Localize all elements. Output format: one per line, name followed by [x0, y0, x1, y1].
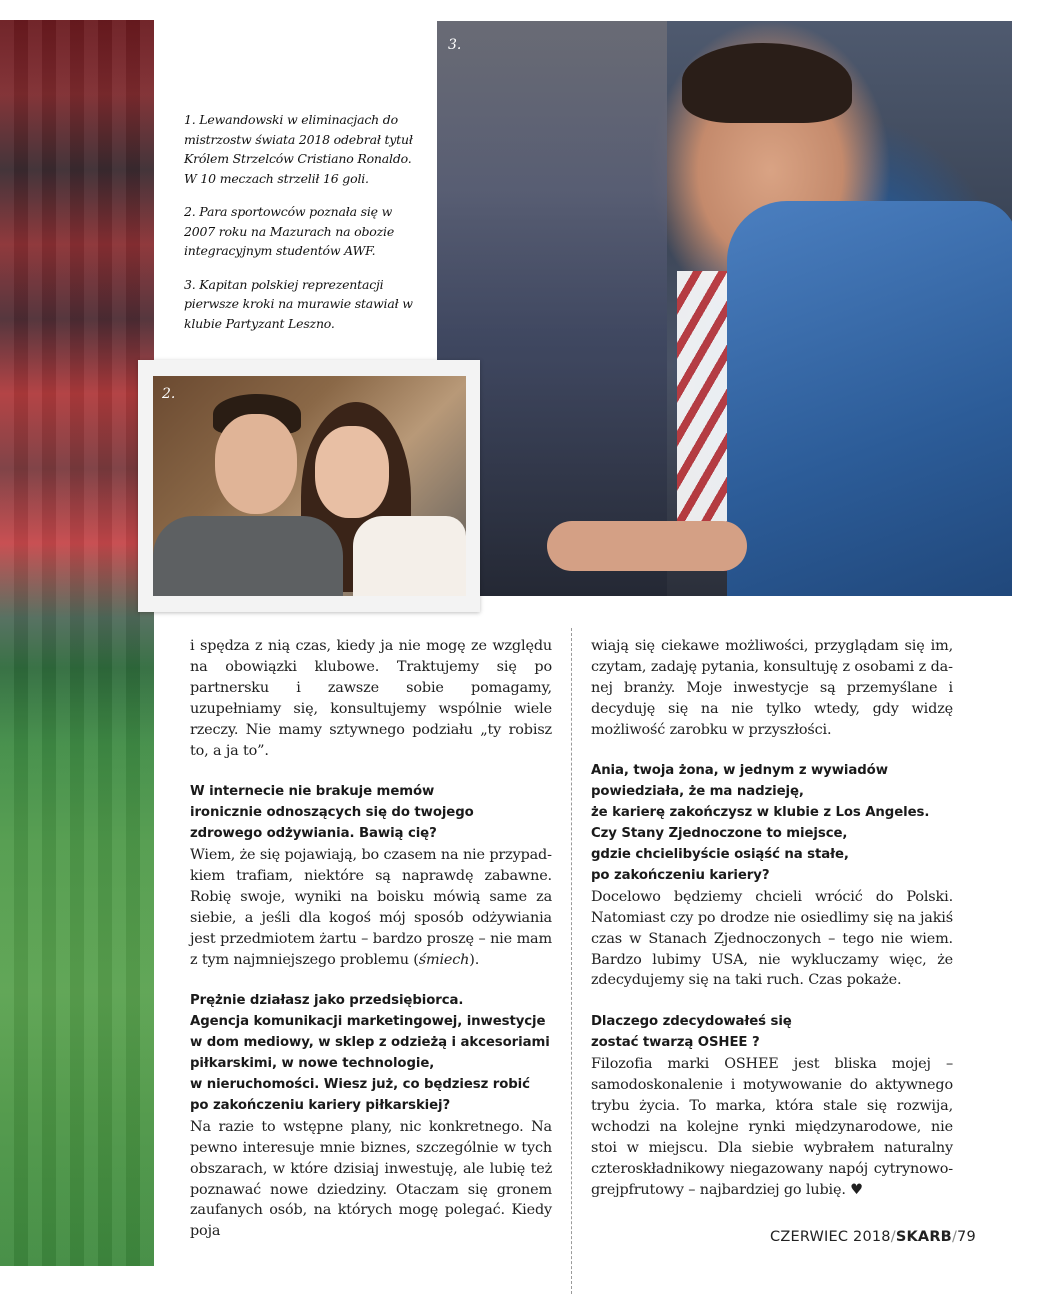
page-footer: [770, 1229, 976, 1245]
article-column-left: [190, 636, 552, 1242]
answer-memes: Wiem, że się pojawiają, bo czasem na nie przypadkiem trafiam, niektóre są naprawdę zabawne. Robię swoje, wyniki na boisku mówią same za siebie, a jeśli dla kogoś mój sposób odżywiania jest przedmiotem żartu – bardzo proszę – nie mam z tym najmniejszego problemu (śmiech).: [190, 847, 552, 968]
issue-date: CZERWIEC 2018: [770, 1229, 891, 1245]
magazine-name: SKARB: [895, 1229, 952, 1245]
separator: /: [890, 1229, 896, 1245]
photo-couple-frame: [138, 360, 480, 612]
photo-number-3: 3.: [448, 37, 462, 53]
column-divider: [571, 628, 572, 1294]
separator: /: [951, 1229, 958, 1245]
hair: [682, 43, 852, 123]
hands: [547, 521, 747, 571]
woman-face: [315, 426, 389, 518]
stadium-background-image: [0, 20, 154, 1266]
caption-2: 2. Para sportowców poznała się w 2007 roku na Mazurach na obozie integracyjnym studentów AWF.: [184, 204, 395, 258]
man-face: [215, 414, 297, 514]
woman-blouse: [353, 516, 466, 596]
man-suit: [153, 516, 343, 596]
photo-captions: [184, 110, 424, 347]
paragraph: wiają się ciekawe możliwości, przyglądam się im, czytam, zadaję pytania, konsultuję z osobami z danej branży. Moje inwestycje są przemyślane i decyduję się na nie tylko wtedy, gdy widzę możliwość zarobku w przyszłości.: [591, 638, 953, 738]
question-oshee: Dlaczego zdecydowałeś się zostać twarzą OSHEE ?: [591, 1014, 792, 1051]
caption-1: 1. Lewandowski w eliminacjach do mistrzostw świata 2018 odebrał tytuł Królem Strzelców Cristiano Ronaldo. W 10 meczach strzelił 16 goli.: [184, 112, 413, 186]
caption-3: 3. Kapitan polskiej reprezentacji pierwsze kroki na murawie stawiał w klubie Partyzant Leszno.: [184, 276, 413, 331]
answer-los-angeles: Docelowo będziemy chcieli wrócić do Polski. Natomiast czy po drodze nie osiedlimy się na jakiś czas w Stanach Zjednoczonych – tego nie wiem. Bardzo lubimy USA, nie wykluczamy więc, że zdecydujemy się na taki ruch. Czas pokaże.: [591, 888, 953, 989]
paragraph: i spędza z nią czas, kiedy ja nie mogę ze względu na obowiązki klubowe. Traktujemy się po partnersku i zawsze sobie pomagamy, uzupełniamy się, konsultujemy wspólnie wiele rzeczy. Nie mamy sztywnego podziału „ty robisz to, a ja to”.: [190, 638, 552, 759]
article-column-right: [591, 636, 953, 1200]
photo-number-2: 2.: [162, 386, 176, 402]
photo-lewandowski-in-stands: [437, 21, 1012, 596]
photo-couple-selfie: [153, 376, 466, 596]
answer-oshee: Filozofia marki OSHEE jest bliska mojej – samodoskonalenie i motywowanie do aktywnego trybu życia. To marka, która stale się rozwija, wchodzi na kolejne rynki międzynarodowe, nie stoi w miejscu. Dla siebie wybrałem naturalny czteroskładnikowy niegazowany napój cytrynowo-grejpfrutowy – najbardziej go lubię. ♥: [591, 1056, 953, 1198]
question-memes: W internecie nie brakuje memów ironicznie odnoszących się do twojego zdrowego odżywiania. Bawią cię?: [190, 784, 474, 842]
answer-business: Na razie to wstępne plany, nic konkretnego. Na pewno interesuje mnie biznes, szczególnie w tych obszarach, w które dzisiaj inwestuję, ale lubię też poznawać nowe dziedziny. Otaczam się gronem zaufanych osób, na których mogę polegać. Kiedy poja: [190, 1118, 552, 1240]
page-number: 79: [957, 1229, 976, 1245]
denim-jacket: [727, 201, 1012, 596]
question-los-angeles: Ania, twoja żona, w jednym z wywiadów powiedziała, że ma nadzieję, że karierę zakończysz w klubie z Los Angeles. Czy Stany Zjednoczone to miejsce, gdzie chcielibyście osiąść na stałe, po zakończeniu kariery?: [591, 763, 930, 883]
question-business: Prężnie działasz jako przedsiębiorca. Agencja komunikacji marketingowej, inwestycje w dom mediowy, w sklep z odzieżą i akcesoriami piłkarskimi, w nowe technologie, w nieruchomości. Wiesz już, co będziesz robić po zakończeniu kariery piłkarskiej?: [190, 993, 550, 1113]
